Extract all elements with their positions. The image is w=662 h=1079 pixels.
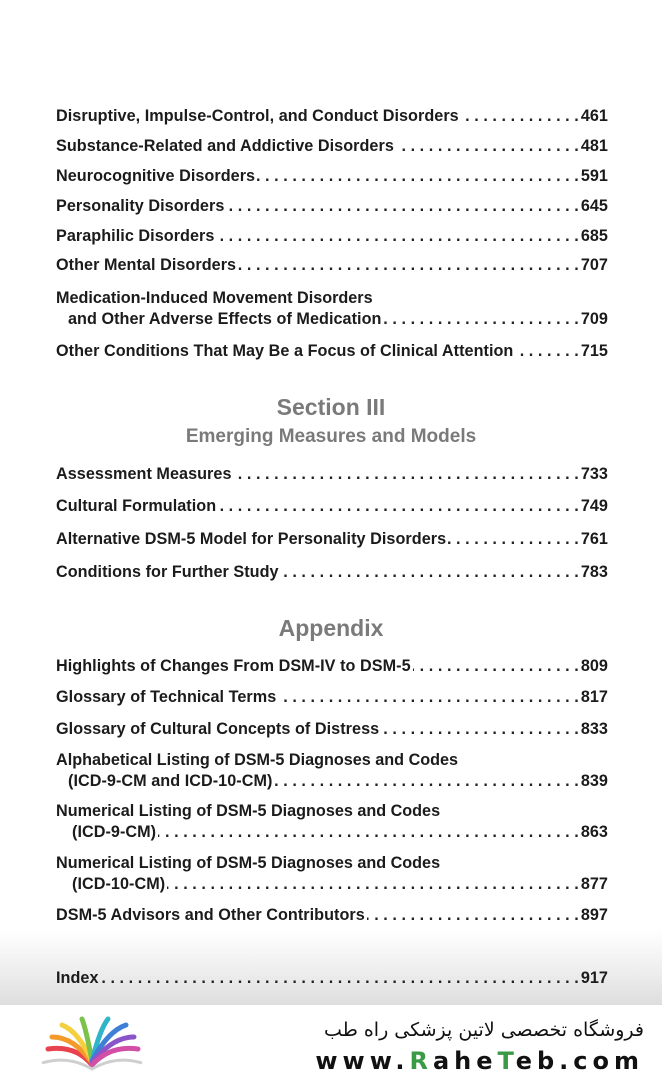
toc-entry-title: Disruptive, Impulse-Control, and Conduct Disorders (56, 107, 459, 125)
toc-entry-page: 761 (580, 530, 608, 548)
leader-dots (396, 136, 579, 156)
toc-entry[interactable] (56, 196, 608, 216)
toc-entry-page: 481 (580, 137, 608, 155)
toc-entry-title: Glossary of Cultural Concepts of Distress (56, 720, 380, 738)
toc-entry-title: Other Mental Disorders (56, 256, 237, 274)
leader-dots (413, 656, 579, 676)
toc-entry[interactable] (56, 719, 608, 739)
leader-dots (257, 166, 579, 186)
leader-dots (226, 196, 578, 216)
toc-entry-title-line1: Alphabetical Listing of DSM-5 Diagnoses and Codes (56, 751, 459, 769)
toc-entry-page: 733 (580, 465, 608, 483)
toc-entry-page: 817 (580, 688, 608, 706)
toc-entry[interactable] (56, 341, 608, 361)
toc-entry[interactable] (72, 874, 608, 894)
toc-entry[interactable] (56, 656, 608, 676)
toc-entry-title: Conditions for Further Study (56, 563, 279, 581)
toc-entry-title-line1: Numerical Listing of DSM-5 Diagnoses and Codes (56, 854, 441, 872)
leader-dots (383, 309, 578, 329)
leader-dots (448, 529, 579, 549)
toc-entry-title: Paraphilic Disorders (56, 227, 215, 245)
toc-entry[interactable] (56, 905, 608, 925)
toc-entry-page: 715 (580, 342, 608, 360)
toc-entry-title-line1: Numerical Listing of DSM-5 Diagnoses and Codes (56, 802, 441, 820)
toc-entry-page: 917 (580, 969, 608, 987)
appendix-heading: Appendix (278, 615, 384, 641)
toc-entry-title: Cultural Formulation (56, 497, 217, 515)
toc-entry-title: (ICD-9-CM) (72, 823, 157, 841)
leader-dots (515, 341, 578, 361)
open-book-logo-icon (38, 1015, 146, 1071)
toc-entry-title: Substance-Related and Addictive Disorders (56, 137, 394, 155)
leader-dots (278, 687, 579, 707)
toc-entry[interactable] (56, 255, 608, 275)
leader-dots (461, 106, 579, 126)
toc-entry-title: (ICD-10-CM) (72, 875, 166, 893)
toc-entry-page: 707 (580, 256, 608, 274)
toc-entry-title: Index (56, 969, 99, 987)
toc-entry-page: 749 (580, 497, 608, 515)
toc-entry[interactable] (56, 166, 608, 186)
toc-entry-page: 709 (580, 310, 608, 328)
leader-dots (216, 226, 578, 246)
toc-entry[interactable] (56, 464, 608, 484)
toc-entry-page: 645 (580, 197, 608, 215)
leader-dots (218, 496, 579, 516)
toc-entry[interactable] (68, 309, 608, 329)
toc-entry[interactable] (56, 496, 608, 516)
toc-entry-title: DSM-5 Advisors and Other Contributors (56, 906, 365, 924)
toc-entry-title: Assessment Measures (56, 465, 232, 483)
toc-entry-index[interactable] (56, 968, 608, 988)
url-prefix: www. (315, 1047, 410, 1075)
toc-entry[interactable] (68, 771, 608, 791)
toc-entry-title-line1: Medication-Induced Movement Disorders (56, 289, 373, 307)
toc-entry-title: Alternative DSM-5 Model for Personality Disorders (56, 530, 447, 548)
url-part: eb.com (515, 1047, 644, 1075)
toc-entry-title: (ICD-9-CM and ICD-10-CM) (68, 772, 273, 790)
leader-dots (381, 719, 579, 739)
toc-entry[interactable] (56, 106, 608, 126)
toc-entry-page: 833 (580, 720, 608, 738)
toc-entry-title: Highlights of Changes From DSM-IV to DSM-5 (56, 657, 411, 675)
leader-dots (101, 968, 579, 988)
section-subheading: Emerging Measures and Models (185, 426, 477, 447)
toc-entry[interactable] (56, 562, 608, 582)
section-heading: Section III (276, 394, 386, 420)
toc-entry[interactable] (56, 529, 608, 549)
watermark-footer (0, 1005, 662, 1079)
toc-entry-page: 877 (580, 875, 608, 893)
toc-entry-page: 685 (580, 227, 608, 245)
url-accent: R (409, 1047, 433, 1075)
store-name: فروشگاه تخصصی لاتین پزشکی راه طب (324, 1019, 644, 1041)
toc-entry-page: 897 (580, 906, 608, 924)
leader-dots (281, 562, 579, 582)
toc-entry[interactable] (56, 226, 608, 246)
leader-dots (167, 874, 579, 894)
toc-entry-page: 783 (580, 563, 608, 581)
url-accent: T (497, 1047, 516, 1075)
toc-entry-title: and Other Adverse Effects of Medication (68, 310, 382, 328)
toc-entry-page: 839 (580, 772, 608, 790)
toc-entry-page: 591 (580, 167, 608, 185)
toc-entry-page: 809 (580, 657, 608, 675)
leader-dots (234, 464, 579, 484)
toc-entry-page: 461 (580, 107, 608, 125)
leader-dots (238, 255, 579, 275)
leader-dots (367, 905, 579, 925)
toc-entry-title: Other Conditions That May Be a Focus of Clinical Attention (56, 342, 514, 360)
toc-entry-title: Personality Disorders (56, 197, 225, 215)
leader-dots (158, 822, 579, 842)
toc-entry[interactable] (72, 822, 608, 842)
toc-entry-title: Neurocognitive Disorders (56, 167, 256, 185)
toc-entry-page: 863 (580, 823, 608, 841)
toc-entry[interactable] (56, 136, 608, 156)
store-url[interactable] (315, 1047, 644, 1075)
leader-dots (274, 771, 578, 791)
url-part: ahe (432, 1047, 498, 1075)
toc-entry-title: Glossary of Technical Terms (56, 688, 277, 706)
toc-entry[interactable] (56, 687, 608, 707)
